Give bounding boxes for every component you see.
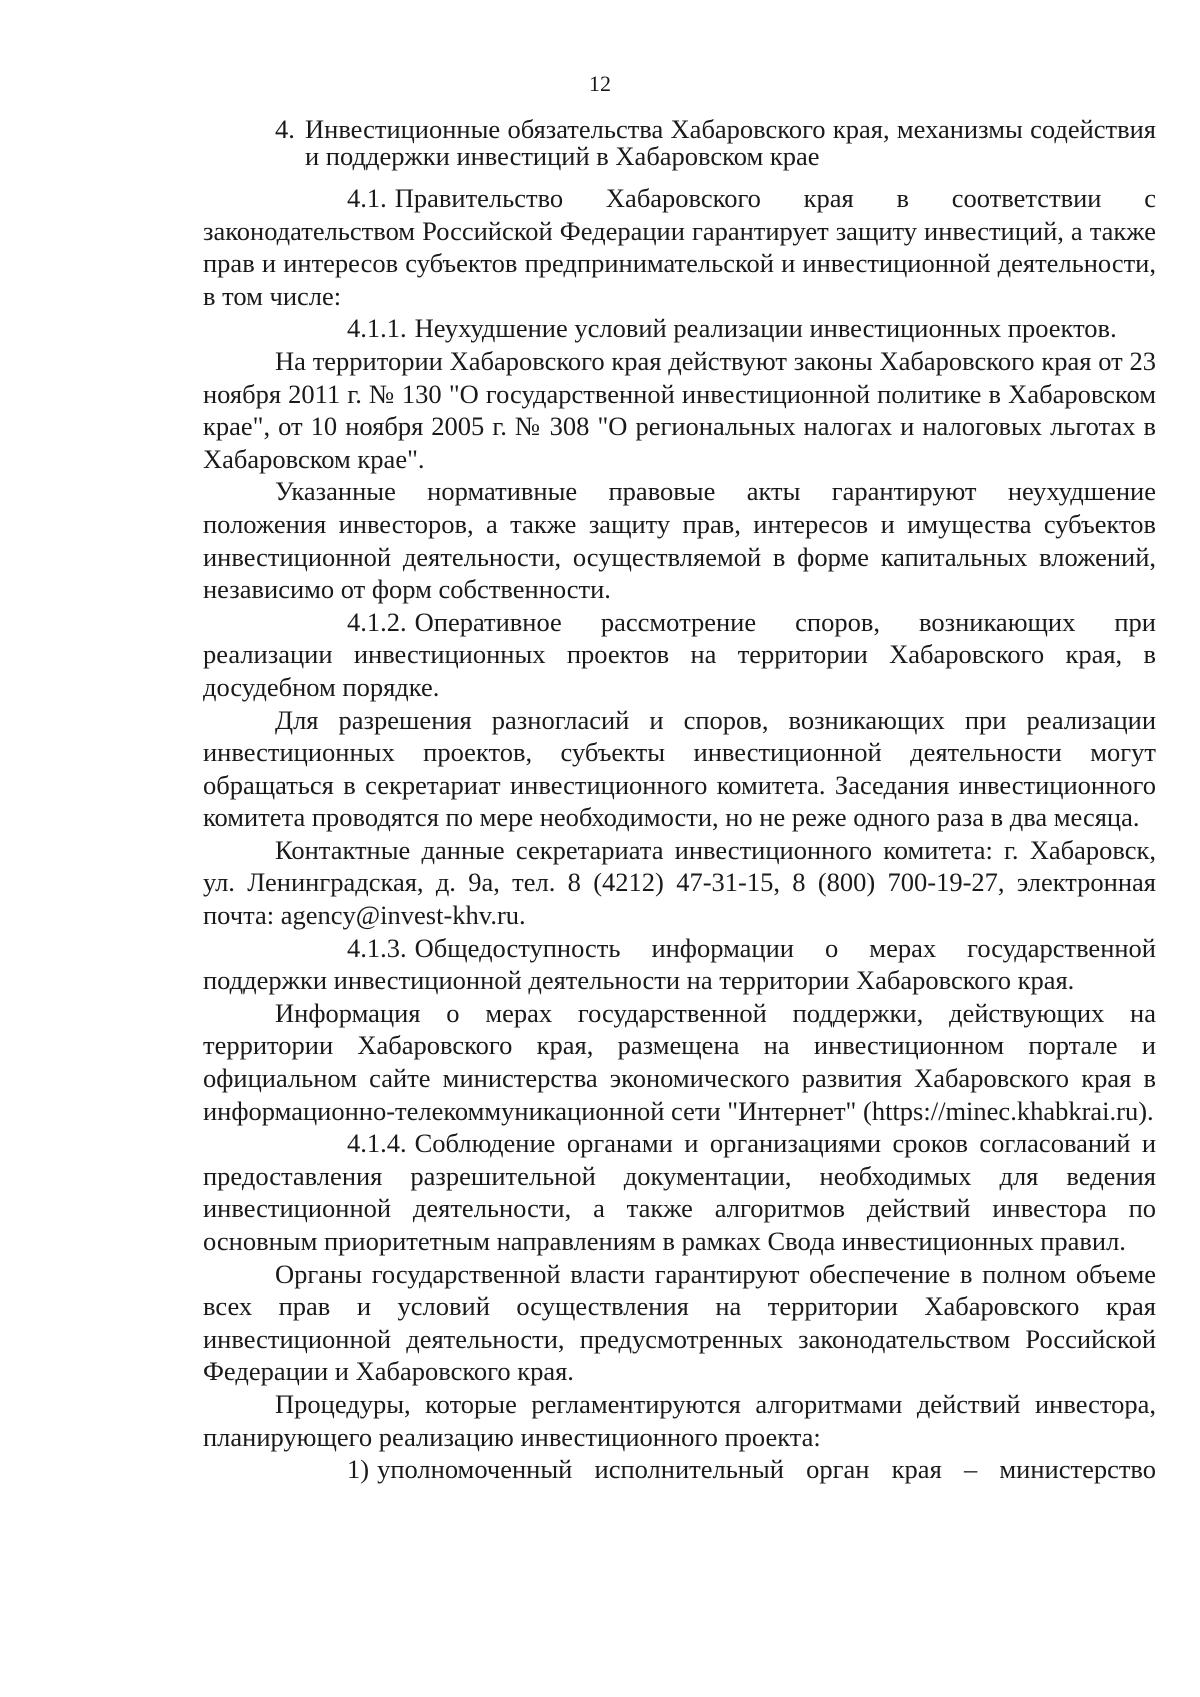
paragraph-text: Информация о мерах государственной поддержки, действующих на территории Хабаровского края, размещена на инвестиционном портале и официальном сайте министерства экономического развития Хабаровского края в информационно-телекоммуникационной сети "Интернет" (https://minec.khabkrai.ru). (203, 997, 1156, 1126)
paragraph-number: 4.1.4. (347, 1128, 407, 1159)
paragraph (203, 606, 1156, 704)
paragraph (203, 312, 1156, 345)
paragraph-number: 4.1.3. (347, 932, 407, 963)
paragraph-text: Для разрешения разногласий и споров, возникающих при реализации инвестиционных проектов, субъекты инвестиционной деятельности могут обращаться в секретариат инвестиционного комитета. Заседания инвестиционного комитета проводятся по мере необходимости, но не реже одного раза в два месяца. (203, 704, 1156, 833)
document-body (203, 116, 1156, 1486)
paragraph (203, 1453, 1156, 1486)
paragraph (203, 704, 1156, 834)
paragraph-number: 4.1. (347, 183, 387, 213)
page-number: 12 (589, 71, 611, 96)
paragraph-text: Оперативное рассмотрение споров, возникающих при реализации инвестиционных проектов на территории Хабаровского края, в досудебном порядке. (203, 606, 1156, 702)
paragraph (203, 1127, 1156, 1257)
paragraph (203, 345, 1156, 475)
paragraph-text: уполномоченный исполнительный орган края – министерство (377, 1454, 1156, 1485)
paragraph-text: Контактные данные секретариата инвестиционного комитета: г. Хабаровск, ул. Ленинградская, д. 9а, тел. 8 (4212) 47-31-15, 8 (800) 700-19-27, электронная почта: agency@invest-khv.ru. (203, 834, 1156, 931)
paragraph (203, 1388, 1156, 1453)
paragraph (203, 932, 1156, 997)
paragraph (203, 182, 1156, 312)
paragraph-number: 4.1.1. (347, 313, 407, 344)
paragraph-text: Общедоступность информации о мерах государственной поддержки инвестиционной деятельности на территории Хабаровского края. (203, 932, 1156, 996)
paragraph (203, 1258, 1156, 1388)
section-heading (203, 116, 1156, 170)
paragraph-text: На территории Хабаровского края действуют законы Хабаровского края от 23 ноября 2011 г. № 130 "О государственной инвестиционной политике в Хабаровском крае", от 10 ноября 2005 г. № 308 "О региональных налогах и налоговых льготах в Хабаровском крае". (203, 345, 1156, 474)
paragraph (203, 834, 1156, 932)
paragraph-text: Правительство Хабаровского края в соответствии с законодательством Российской Федерации гарантирует защиту инвестиций, а также прав и интересов субъектов предпринимательской и инвестиционной деятельности, в том числе: (203, 183, 1156, 311)
paragraph-text: Указанные нормативные правовые акты гарантируют неухудшение положения инвесторов, а также защиту прав, интересов и имущества субъектов инвестиционной деятельности, осуществляемой в форме капитальных вложений, независимо от форм собственности. (203, 476, 1156, 605)
paragraph-text: Неухудшение условий реализации инвестиционных проектов. (414, 313, 1117, 344)
section-heading-number: 4. (275, 114, 295, 144)
paragraph (203, 475, 1156, 605)
paragraph-text: Соблюдение органами и организациями сроков согласований и предоставления разрешительной документации, необходимых для ведения инвестиционной деятельности, а также алгоритмов действий инвестора по основным приоритетным направлениям в рамках Свода инвестиционных правил. (203, 1128, 1156, 1256)
paragraph-number: 4.1.2. (347, 606, 407, 637)
paragraph (203, 997, 1156, 1127)
paragraph-text: Процедуры, которые регламентируются алгоритмами действий инвестора, планирующего реализацию инвестиционного проекта: (203, 1388, 1156, 1452)
section-heading-text: Инвестиционные обязательства Хабаровского края, механизмы содействия и поддержки инвестиций в Хабаровском крае (305, 114, 1156, 171)
paragraph-number: 1) (347, 1454, 370, 1485)
paragraph-text: Органы государственной власти гарантируют обеспечение в полном объеме всех прав и условий осуществления на территории Хабаровского края инвестиционной деятельности, предусмотренных законодательством Российской Федерации и Хабаровского края. (203, 1258, 1156, 1387)
